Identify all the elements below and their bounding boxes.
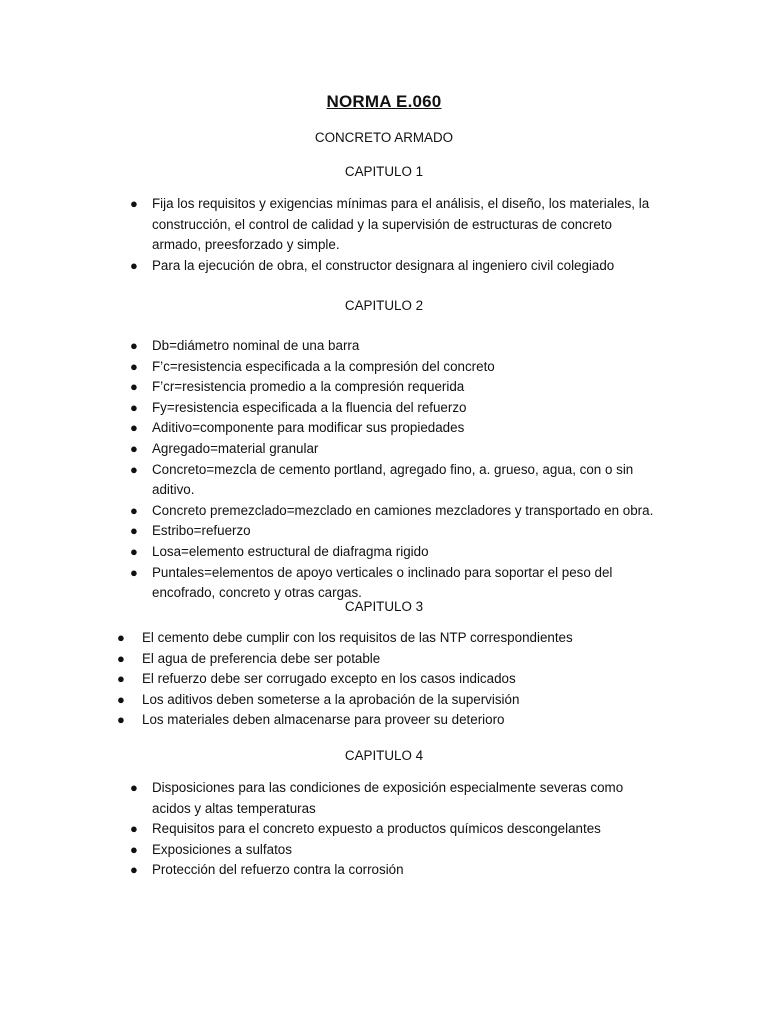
list-item: ● Para la ejecución de obra, el constructor designara al ingeniero civil colegiado bbox=[152, 256, 662, 277]
list-item: ● Agregado=material granular bbox=[152, 439, 662, 460]
bullet-icon: ● bbox=[130, 257, 138, 273]
bullet-icon: ● bbox=[130, 523, 138, 539]
list-item: ● El agua de preferencia debe ser potable bbox=[142, 649, 662, 670]
list-item: ● Protección del refuerzo contra la corrosión bbox=[152, 860, 662, 881]
chapter-4-heading: CAPITULO 4 bbox=[344, 748, 424, 763]
list-item: ● Exposiciones a sulfatos bbox=[152, 840, 662, 861]
list-item: ● Estribo=refuerzo bbox=[152, 521, 662, 542]
bullet-icon: ● bbox=[130, 461, 138, 477]
bullet-icon: ● bbox=[117, 630, 125, 645]
document-title: NORMA E.060 bbox=[326, 92, 442, 111]
list-item: ● Concreto=mezcla de cemento portland, agregado fino, a. grueso, agua, con o sin aditivo. bbox=[130, 461, 634, 498]
bullet-icon: ● bbox=[117, 650, 125, 666]
list-item: ● Disposiciones para las condiciones de exposición especialmente severas como acidos y altas temperaturas bbox=[130, 780, 624, 816]
bullet-icon: ● bbox=[117, 691, 125, 707]
list-item: ● Los aditivos deben someterse a la aprobación de la supervisión bbox=[142, 690, 662, 711]
chapter-1-heading: CAPITULO 1 bbox=[344, 164, 424, 179]
chapter-2-heading: CAPITULO 2 bbox=[344, 298, 424, 313]
document-subtitle: CONCRETO ARMADO bbox=[314, 130, 454, 145]
bullet-icon: ● bbox=[130, 543, 138, 559]
bullet-icon: ● bbox=[130, 440, 138, 456]
list-item: ● Fija los requisitos y exigencias mínimas para el análisis, el diseño, los materiales, la construcción, el control de calidad y la supervisión de estructuras de concreto armado, preesforzado y simple. bbox=[130, 196, 650, 253]
bullet-icon: ● bbox=[130, 420, 138, 436]
bullet-icon: ● bbox=[130, 821, 138, 837]
list-item: ● Fy=resistencia especificada a la fluencia del refuerzo bbox=[152, 398, 662, 419]
list-item: ● Puntales=elementos de apoyo verticales o inclinado para soportar el peso del encofrado, concreto y otras cargas. bbox=[130, 564, 613, 601]
list-item: ● Concreto premezclado=mezclado en camiones mezcladores y transportado en obra. bbox=[152, 501, 662, 522]
bullet-icon: ● bbox=[130, 379, 138, 395]
list-item: ● Los materiales deben almacenarse para proveer su deterioro bbox=[142, 710, 662, 731]
list-item: ● F’cr=resistencia promedio a la compresión requerida bbox=[152, 377, 662, 398]
bullet-icon: ● bbox=[130, 502, 138, 518]
list-item: ● F’c=resistencia especificada a la compresión del concreto bbox=[152, 357, 662, 378]
list-item: ● Db=diámetro nominal de una barra bbox=[152, 336, 662, 357]
chapter-1-list bbox=[130, 194, 662, 276]
bullet-icon: ● bbox=[130, 196, 138, 211]
chapter-3-list bbox=[117, 628, 662, 731]
list-item: ● Aditivo=componente para modificar sus propiedades bbox=[152, 418, 662, 439]
bullet-icon: ● bbox=[130, 780, 138, 795]
list-item: ● El cemento debe cumplir con los requisitos de las NTP correspondientes bbox=[142, 628, 662, 649]
chapter-3-heading: CAPITULO 3 bbox=[344, 599, 424, 614]
list-item: ● El refuerzo debe ser corrugado excepto en los casos indicados bbox=[142, 669, 662, 690]
list-item: ● Requisitos para el concreto expuesto a productos químicos descongelantes bbox=[152, 819, 662, 840]
chapter-2-list bbox=[130, 336, 662, 604]
bullet-icon: ● bbox=[130, 358, 138, 374]
bullet-icon: ● bbox=[130, 841, 138, 857]
bullet-icon: ● bbox=[130, 862, 138, 878]
list-item: ● Losa=elemento estructural de diafragma rigido bbox=[152, 542, 662, 563]
bullet-icon: ● bbox=[117, 671, 125, 687]
bullet-icon: ● bbox=[117, 712, 125, 728]
bullet-icon: ● bbox=[130, 338, 138, 353]
chapter-4-list bbox=[130, 778, 662, 881]
bullet-icon: ● bbox=[130, 564, 138, 580]
bullet-icon: ● bbox=[130, 399, 138, 415]
